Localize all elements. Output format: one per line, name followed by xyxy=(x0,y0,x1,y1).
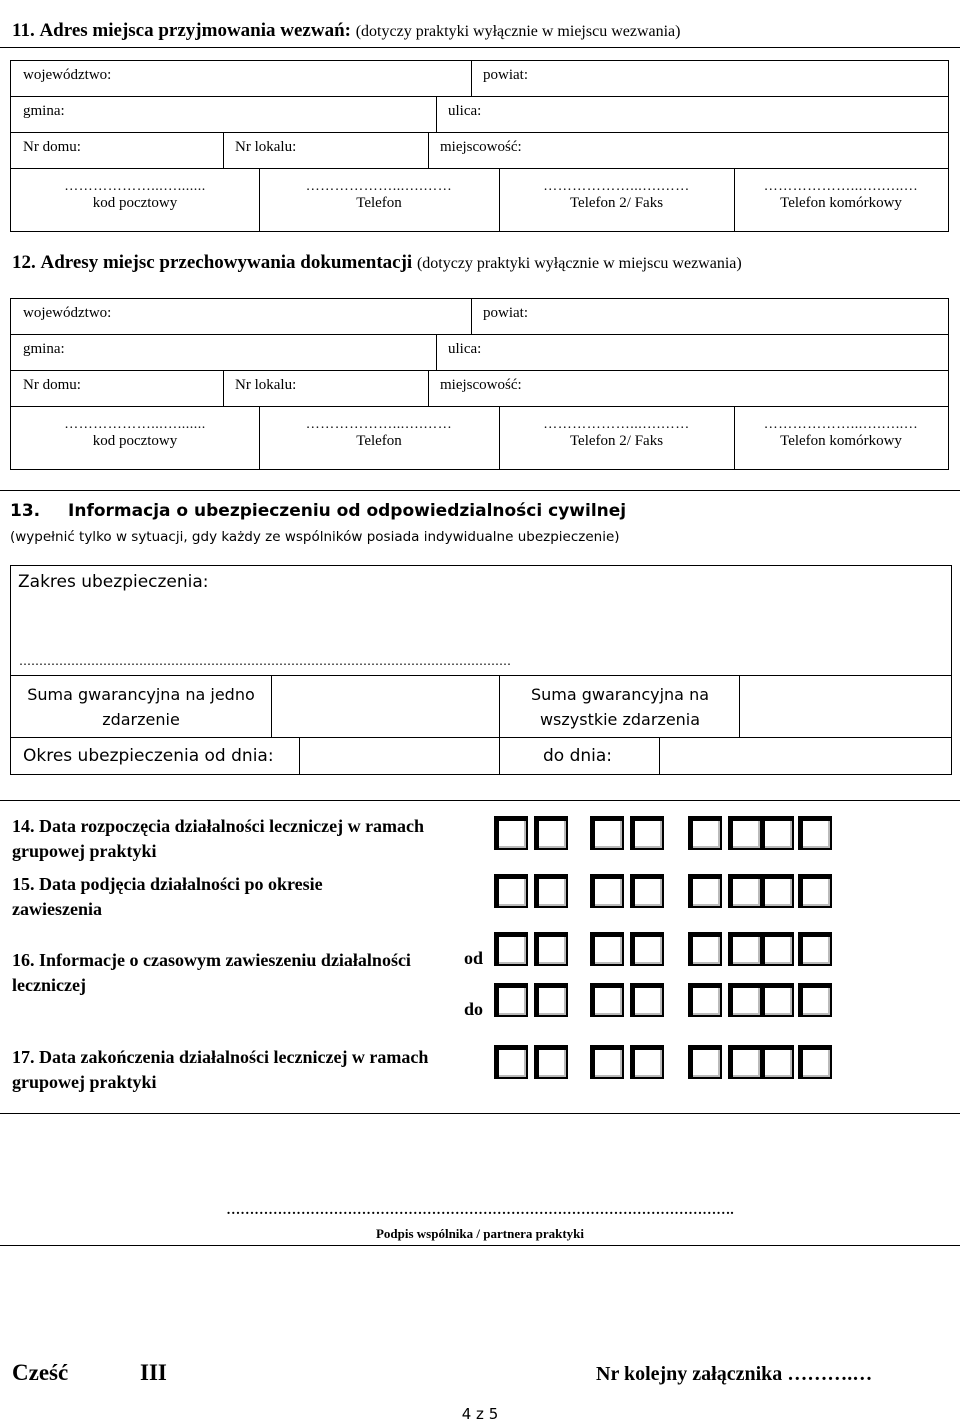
telefon-komorkowy-field[interactable] xyxy=(734,407,948,469)
section-title: Data rozpoczęcia działalności leczniczej w ramach grupowej praktyki xyxy=(12,816,425,861)
section-note: (dotyczy praktyki wyłącznie w miejscu wezwania) xyxy=(355,23,681,40)
gmina-field[interactable] xyxy=(11,97,436,132)
address-row xyxy=(11,61,948,97)
od-label: od xyxy=(464,948,484,968)
suma-row xyxy=(11,676,951,738)
address-row xyxy=(11,299,948,335)
dotted-line: …………………………………………………………………………………………………………… xyxy=(19,654,511,668)
field-label: Nr domu: xyxy=(23,139,81,155)
date-digit-box[interactable] xyxy=(630,1045,664,1079)
field-label: ulica: xyxy=(448,341,482,357)
nr-zalacznika-label: Nr kolejny załącznika xyxy=(596,1363,783,1385)
date-digit-box[interactable] xyxy=(760,932,794,966)
date-digit-box[interactable] xyxy=(728,932,762,966)
section-number: 17. xyxy=(12,1047,35,1067)
date-digit-box[interactable] xyxy=(494,816,528,850)
field-caption: kod pocztowy xyxy=(92,433,178,449)
field-label: miejscowość: xyxy=(440,139,522,155)
okres-od-input[interactable] xyxy=(300,738,499,774)
suma-jedno-label: Suma gwarancyjna na jedno zdarzenie xyxy=(27,685,255,729)
field-caption: Telefon komórkowy xyxy=(780,195,902,211)
telefon-field[interactable] xyxy=(259,169,499,231)
field-caption: Telefon komórkowy xyxy=(780,433,902,449)
dotted-line: ………………...…....... xyxy=(64,417,206,432)
address-row xyxy=(11,335,948,371)
date-digit-box[interactable] xyxy=(630,932,664,966)
date-digit-box[interactable] xyxy=(590,816,624,850)
date-digit-box[interactable] xyxy=(534,816,568,850)
kod-pocztowy-field[interactable] xyxy=(11,407,259,469)
ulica-field[interactable] xyxy=(436,97,948,132)
field-caption: Telefon xyxy=(356,195,402,211)
telefon-komorkowy-field[interactable] xyxy=(734,169,948,231)
field-label: powiat: xyxy=(483,67,528,83)
nr-zalacznika-dots[interactable]: ……….… xyxy=(787,1363,873,1385)
address-row xyxy=(11,97,948,133)
date-digit-box[interactable] xyxy=(760,983,794,1017)
date-digit-box[interactable] xyxy=(760,816,794,850)
field-label: powiat: xyxy=(483,305,528,321)
date-digit-box[interactable] xyxy=(590,1045,624,1079)
date-digit-box[interactable] xyxy=(760,1045,794,1079)
date-digit-box[interactable] xyxy=(728,816,762,850)
signature-dotted-line: ………………………………………………………………………………………………. xyxy=(226,1203,734,1218)
section-number: 15. xyxy=(12,874,35,894)
section-number: 16. xyxy=(12,950,35,970)
field-label: Nr lokalu: xyxy=(235,377,297,393)
date-digit-box[interactable] xyxy=(688,816,722,850)
kod-pocztowy-field[interactable] xyxy=(11,169,259,231)
telefon2-faks-field[interactable] xyxy=(499,169,734,231)
dotted-line: ………………...…....... xyxy=(64,179,206,194)
field-label: województwo: xyxy=(23,67,112,83)
field-label: Nr domu: xyxy=(23,377,81,393)
powiat-field[interactable] xyxy=(471,61,948,96)
date-digit-box[interactable] xyxy=(534,932,568,966)
address-table-12 xyxy=(10,298,949,470)
gmina-field[interactable] xyxy=(11,335,436,370)
section-title: Informacja o ubezpieczeniu od odpowiedzialności cywilnej xyxy=(68,501,627,521)
field-label: gmina: xyxy=(23,103,65,119)
address-row xyxy=(11,371,948,407)
section-note: (wypełnić tylko w sytuacji, gdy każdy ze wspólników posiada indywidualne ubezpieczenie) xyxy=(10,529,620,545)
okres-od-label: Okres ubezpieczenia od dnia: xyxy=(23,746,274,766)
date-digit-box[interactable] xyxy=(728,874,762,908)
date-digit-box[interactable] xyxy=(590,874,624,908)
date-digit-box[interactable] xyxy=(798,932,832,966)
miejscowosc-field[interactable] xyxy=(428,133,948,168)
nr-domu-field[interactable] xyxy=(11,133,223,168)
telefon-field[interactable] xyxy=(259,407,499,469)
dotted-line: ………………...….…… xyxy=(305,179,453,194)
date-digit-box[interactable] xyxy=(728,1045,762,1079)
section-14-label xyxy=(12,814,432,864)
field-label: miejscowość: xyxy=(440,377,522,393)
section-title: Informacje o czasowym zawieszeniu działalności leczniczej xyxy=(12,950,411,995)
field-label: ulica: xyxy=(448,103,482,119)
section-number: 11. xyxy=(12,20,35,41)
czesc-label: Cześć xyxy=(12,1360,69,1385)
dotted-line: ………………...….…… xyxy=(543,179,690,194)
contact-row xyxy=(11,407,948,469)
date-digit-box[interactable] xyxy=(630,816,664,850)
do-label: do xyxy=(464,999,484,1019)
section-16-label xyxy=(12,948,412,998)
section-number: 12. xyxy=(12,252,36,273)
date-digit-box[interactable] xyxy=(798,983,832,1017)
section-note: (dotyczy praktyki wyłącznie w miejscu wezwania) xyxy=(416,255,742,272)
date-digit-box[interactable] xyxy=(494,1045,528,1079)
date-digit-box[interactable] xyxy=(798,874,832,908)
part-number: III xyxy=(140,1360,167,1385)
date-digit-box[interactable] xyxy=(688,1045,722,1079)
date-digit-box[interactable] xyxy=(798,816,832,850)
section-title: Adresy miejsc przechowywania dokumentacji xyxy=(40,252,413,273)
do-dnia-label: do dnia: xyxy=(543,746,613,766)
date-digit-box[interactable] xyxy=(590,932,624,966)
date-digit-box[interactable] xyxy=(728,983,762,1017)
date-digit-box[interactable] xyxy=(534,874,568,908)
miejscowosc-field[interactable] xyxy=(428,371,948,406)
field-caption: kod pocztowy xyxy=(92,195,178,211)
date-digit-box[interactable] xyxy=(494,983,528,1017)
section-17-label xyxy=(12,1045,442,1095)
date-digit-box[interactable] xyxy=(688,983,722,1017)
section-number: 14. xyxy=(12,816,35,836)
suma-wszystkie-label: Suma gwarancyjna na wszystkie zdarzenia xyxy=(530,685,710,729)
date-digit-box[interactable] xyxy=(534,1045,568,1079)
zakres-label: Zakres ubezpieczenia: xyxy=(18,572,209,592)
field-label: Nr lokalu: xyxy=(235,139,297,155)
section-15-label xyxy=(12,872,372,922)
field-caption: Telefon xyxy=(356,433,402,449)
date-digit-box[interactable] xyxy=(798,1045,832,1079)
wojewodztwo-field[interactable] xyxy=(11,61,471,96)
suma-table xyxy=(10,675,952,775)
address-row xyxy=(11,133,948,169)
date-digit-box[interactable] xyxy=(760,874,794,908)
dotted-line: ………………...….…… xyxy=(543,417,690,432)
date-digit-box[interactable] xyxy=(534,983,568,1017)
date-digit-box[interactable] xyxy=(494,932,528,966)
dotted-line: ………………...….…..… xyxy=(763,179,919,194)
section-11-header xyxy=(0,14,960,48)
ulica-field[interactable] xyxy=(436,335,948,370)
telefon2-faks-field[interactable] xyxy=(499,407,734,469)
section-title: Data zakończenia działalności leczniczej w ramach grupowej praktyki xyxy=(12,1047,429,1092)
section-13-header xyxy=(10,501,626,521)
section-title: Adres miejsca przyjmowania wezwań: xyxy=(39,20,351,41)
field-label: województwo: xyxy=(23,305,112,321)
nr-domu-field[interactable] xyxy=(11,371,223,406)
okres-row xyxy=(11,738,951,774)
date-digit-box[interactable] xyxy=(688,932,722,966)
zakres-box[interactable] xyxy=(10,565,952,675)
address-table-11 xyxy=(10,60,949,232)
date-digit-box[interactable] xyxy=(590,983,624,1017)
nr-lokalu-field[interactable] xyxy=(223,371,428,406)
date-digit-box[interactable] xyxy=(688,874,722,908)
field-label: gmina: xyxy=(23,341,65,357)
dotted-line: ………………...….…… xyxy=(305,417,453,432)
contact-row xyxy=(11,169,948,231)
suma-wszystkie-input[interactable] xyxy=(740,676,951,737)
field-caption: Telefon 2/ Faks xyxy=(569,433,664,449)
field-caption: Telefon 2/ Faks xyxy=(569,195,664,211)
do-dnia-input[interactable] xyxy=(660,738,951,774)
nr-zalacznika xyxy=(596,1363,872,1386)
date-digit-box[interactable] xyxy=(630,874,664,908)
section-12-header xyxy=(12,252,742,274)
suma-jedno-input[interactable] xyxy=(272,676,499,737)
section-title: Data podjęcia działalności po okresie zawieszenia xyxy=(12,874,323,919)
dotted-line: ………………...….…..… xyxy=(763,417,919,432)
signature-label: Podpis wspólnika / partnera praktyki xyxy=(375,1226,585,1241)
section-number: 13. xyxy=(10,501,41,521)
powiat-field[interactable] xyxy=(471,299,948,334)
page-number: 4 z 5 xyxy=(461,1405,499,1423)
date-digit-box[interactable] xyxy=(494,874,528,908)
date-digit-box[interactable] xyxy=(630,983,664,1017)
nr-lokalu-field[interactable] xyxy=(223,133,428,168)
wojewodztwo-field[interactable] xyxy=(11,299,471,334)
